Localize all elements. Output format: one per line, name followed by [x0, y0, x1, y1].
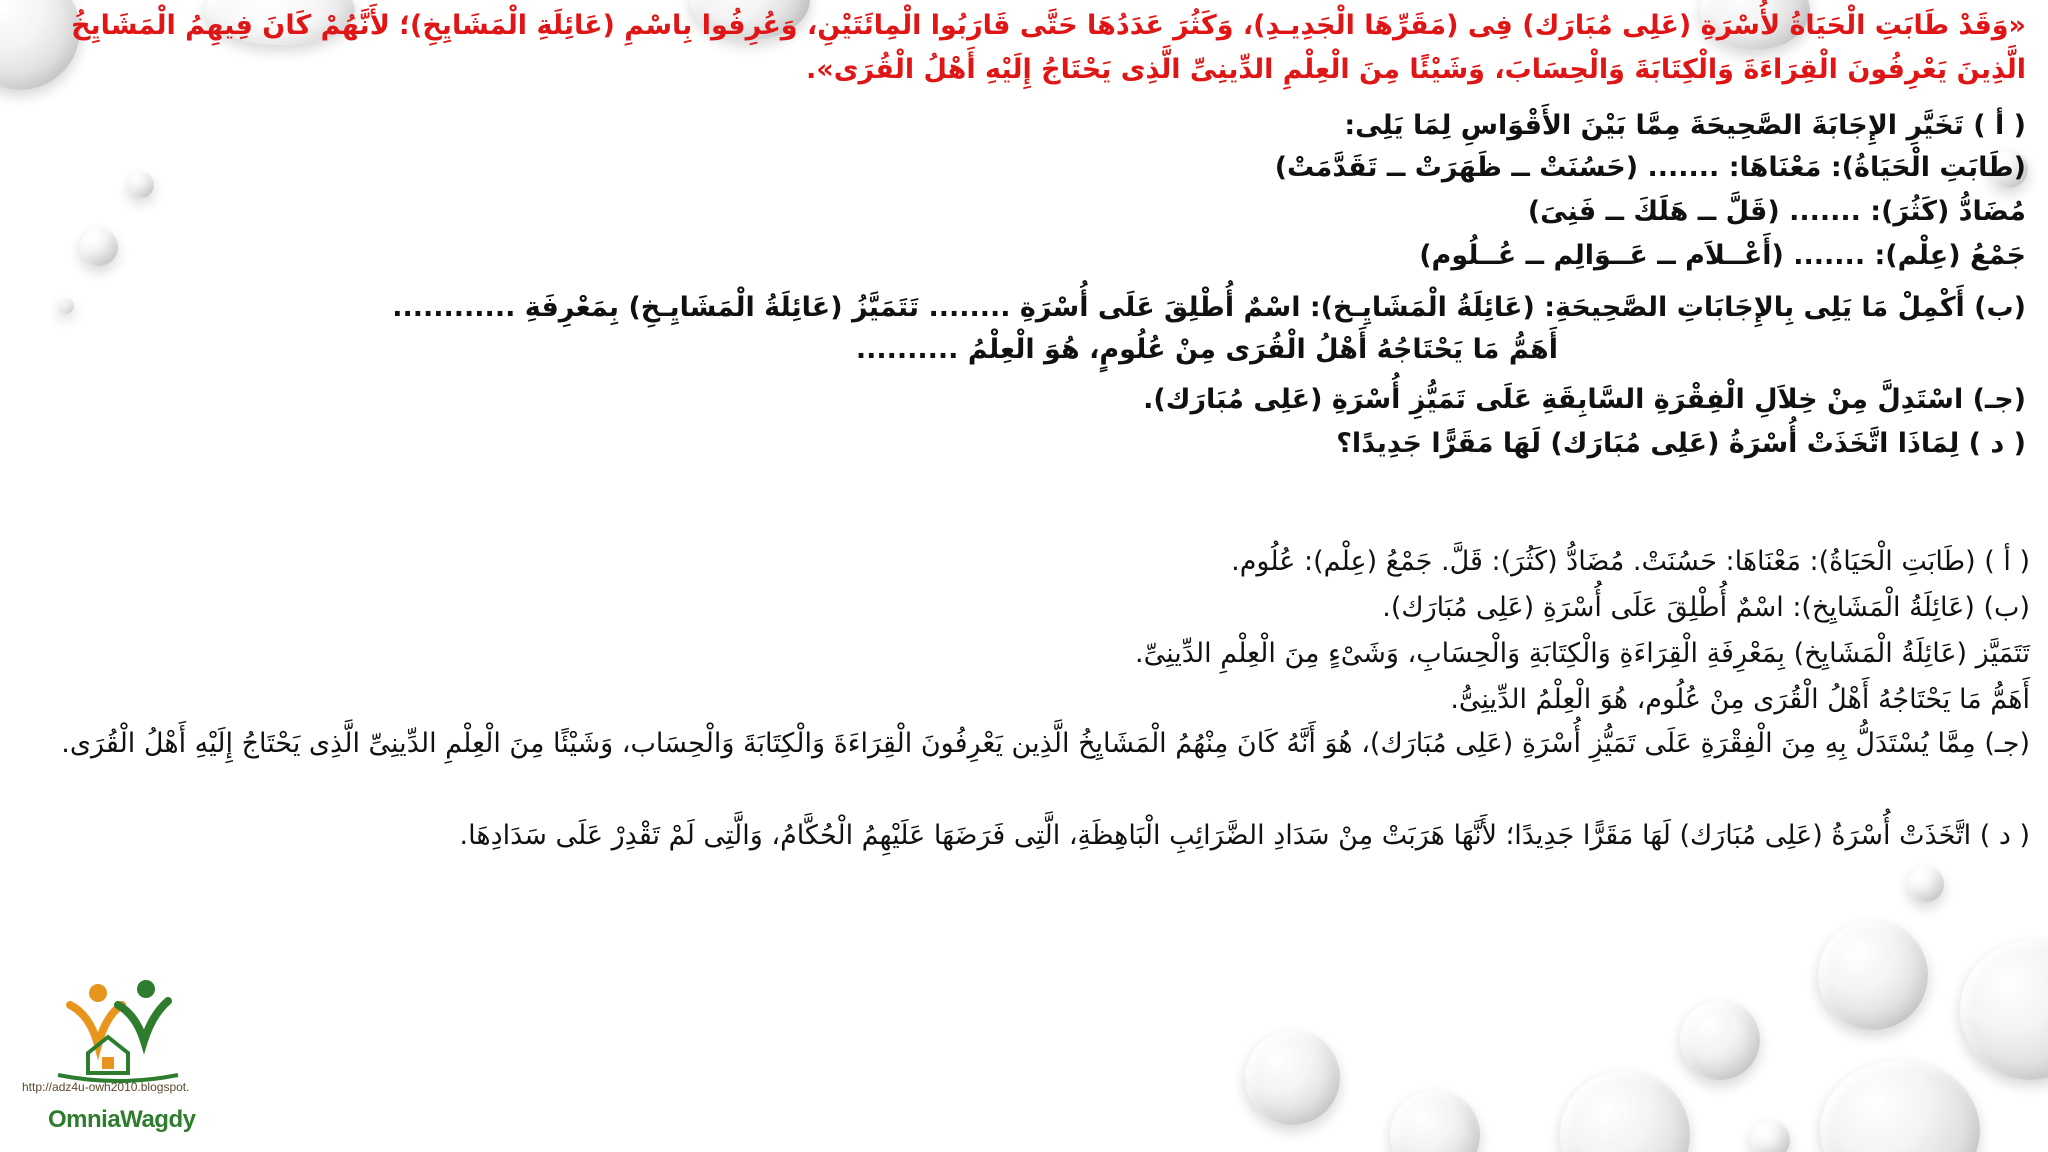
question-c: (جـ) اسْتَدِلَّ مِنْ خِلاَلِ الْفِقْرَةِ السَّابِقَةِ عَلَى تَمَيُّزِ أُسْرَةِ (عَلِى مُبَارَك). [1143, 384, 2026, 415]
logo-head-orange [89, 984, 107, 1002]
logo-figure-green [118, 1001, 168, 1041]
water-drop-decoration [1390, 1090, 1480, 1152]
answer-c: (جـ) مِمَّا يُسْتَدَلُّ بِهِ مِنَ الْفِقْرَةِ عَلَى تَمَيُّزِ أُسْرَةِ (عَلِى مُبَارَك)، هُوَ أَنَّهُ كَانَ مِنْهُمُ الْمَشَايِخُ الَّذِين يَعْرِفُونَ الْقِرَاءَةَ وَالْكِتَابَةَ وَالْحِسَاب، وَشَيْئًا مِنَ الْعِلْمِ الدِّينِىِّ الَّذِى يَحْتَاجُ إِلَيْهِ أَهْلُ الْقُرَى. [61, 728, 2030, 759]
question-a-item-3: جَمْعُ (عِلْم): ....... (أَعْــلاَم ــ عَــوَالِم ــ عُــلُوم) [1419, 240, 2026, 271]
question-b-line-2: أَهَمُّ مَا يَحْتَاجُهُ أَهْلُ الْقُرَى مِنْ عُلُومٍ، هُوَ الْعِلْمُ .......... [855, 334, 1558, 365]
answer-b-line-2: تَتَمَيَّز (عَائِلَةُ الْمَشَايِخ) بِمَعْرِفَةِ الْقِرَاءَةِ وَالْكِتَابَةِ وَالْحِسَابِ، وَشَىْءٍ مِنَ الْعِلْمِ الدِّينِىِّ. [1135, 638, 2030, 669]
question-a-intro: ( أ ) تَخَيَّرِ الإِجَابَةَ الصَّحِيحَةَ مِمَّا بَيْنَ الأَقْوَاسِ لِمَا يَلِى: [1344, 110, 2026, 141]
passage-text: «وَقَدْ طَابَتِ الْحَيَاةُ لأُسْرَةِ (عَلِى مُبَارَك) فِى (مَقَرِّهَا الْجَدِيـدِ)، وَكَثُرَ عَدَدُهَا حَتَّى قَارَبُوا الْمِائَتَيْنِ، وَعُرِفُوا بِاسْمِ (عَائِلَةِ الْمَشَايِخِ)؛ لأَنَّهُمْ كَانَ فِيهِمُ الْمَشَايِخُ الَّذِينَ يَعْرِفُونَ الْقِرَاءَةَ وَالْكِتَابَةَ وَالْحِسَابَ، وَشَيْئًا مِنَ الْعِلْمِ الدِّينِىِّ الَّذِى يَحْتَاجُ إِلَيْهِ أَهْلُ الْقُرَى». [71, 10, 2026, 85]
water-drop-decoration [80, 228, 118, 266]
water-drop-decoration [58, 298, 74, 314]
logo-url: http://adz4u-owh2010.blogspot. [22, 1080, 190, 1094]
logo-house-window [102, 1057, 114, 1069]
answer-d: ( د ) اتَّخَذَتْ أُسْرَةُ (عَلِى مُبَارَك) لَهَا مَقَرًّا جَدِيدًا؛ لأَنَّهَا هَرَبَتْ مِنْ سَدَادِ الضَّرَائِبِ الْبَاهِظَةِ، الَّتِى فَرَضَهَا عَلَيْهِمُ الْحُكَّامُ، وَالَّتِى لَمْ تَقْدِرْ عَلَى سَدَادِهَا. [459, 820, 2030, 851]
logo-head-green [137, 980, 155, 998]
question-d: ( د ) لِمَاذَا اتَّخَذَتْ أُسْرَةُ (عَلِى مُبَارَك) لَهَا مَقَرًّا جَدِيدًا؟ [1336, 428, 2026, 459]
question-b-line-1: (ب) أَكْمِلْ مَا يَلِى بِالإِجَابَاتِ الصَّحِيحَةِ: (عَائِلَةُ الْمَشَايِـخ): اسْمٌ أُطْلِقَ عَلَى أُسْرَةِ ........ تَتَمَيَّزُ (عَائِلَةُ الْمَشَايِـخِ) بِمَعْرِفَةِ ............ [392, 292, 2026, 323]
answer-b-line-3: أَهَمُّ مَا يَحْتَاجُهُ أَهْلُ الْقُرَى مِنْ عُلُوم، هُوَ الْعِلْمُ الدِّينِىُّ. [1450, 684, 2030, 715]
answer-a: ( أ ) (طَابَتِ الْحَيَاةُ): مَعْنَاهَا: حَسُنَتْ. مُضَادُّ (كَثُرَ): قَلَّ. جَمْعُ (عِلْم): عُلُوم. [1231, 546, 2030, 577]
water-drop-decoration [1960, 940, 2048, 1080]
water-drop-decoration [1680, 1000, 1760, 1080]
water-drop-decoration [1750, 1120, 1790, 1152]
water-drop-decoration [1818, 920, 1928, 1030]
question-a-item-1: (طَابَتِ الْحَيَاةُ): مَعْنَاهَا: ....... (حَسُنَتْ ــ ظَهَرَتْ ــ تَقَدَّمَتْ) [1274, 152, 2026, 183]
water-drop-decoration [1560, 1070, 1690, 1152]
water-drop-decoration [128, 172, 154, 198]
answer-b-line-1: (ب) (عَائِلَةُ الْمَشَايِخ): اسْمٌ أُطْلِقَ عَلَى أُسْرَةِ (عَلِى مُبَارَك). [1382, 592, 2030, 623]
water-drop-decoration [1820, 1060, 1980, 1152]
question-a-item-2: مُضَادُّ (كَثُرَ): ....... (قَلَّ ــ هَلَكَ ــ فَنِىَ) [1527, 196, 2026, 227]
logo-name: OmniaWagdy [48, 1106, 196, 1133]
water-drop-decoration [1245, 1030, 1340, 1125]
water-drop-decoration [1908, 866, 1944, 902]
logo-figure-orange [70, 1005, 122, 1045]
